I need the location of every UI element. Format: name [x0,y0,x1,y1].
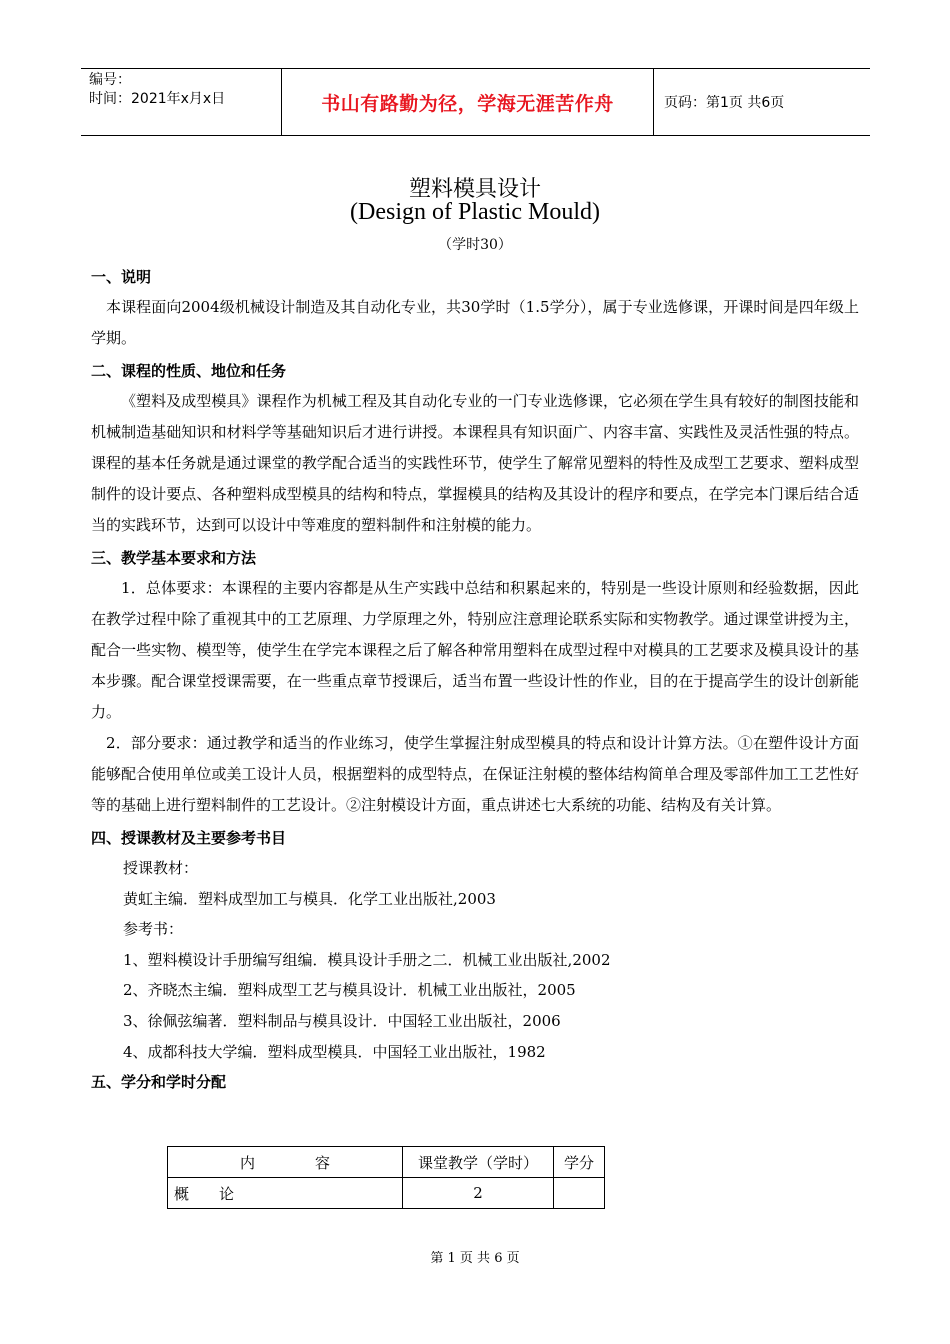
title-hours: （学时30） [438,237,512,253]
header-page-info: 页码：第1页 共6页 [664,95,785,111]
credit-hours-table [167,1146,605,1209]
table-header-credits: 学分 [554,1147,605,1178]
reference-entry: 2、齐晓杰主编．塑料成型工艺与模具设计．机械工业出版社，2005 [123,981,576,1000]
page-footer: 第 1 页 共 6 页 [430,1251,520,1266]
reference-label: 参考书： [123,920,184,939]
section-heading-4: 四、授课教材及主要参考书目 [91,829,287,847]
section-3-paragraph-2: 2．部分要求：通过教学和适当的作业练习，使学生掌握注射成型模具的特点和设计计算方法。①在塑件设计方面能够配合使用单位或美工设计人员，根据塑料的成型特点，在保证注射模的整体结构简单合理及零部件加工工艺性好等的基础上进行塑料制件的工艺设计。②注射模设计方面，重点讲述七大系统的功能、结构及有关计算。 [91,734,859,814]
header-time: 时间：2021年x月x日 [89,91,226,107]
textbook-label: 授课教材： [123,859,199,877]
reference-entry: 4、成都科技大学编．塑料成型模具．中国轻工业出版社，1982 [123,1042,546,1061]
section-heading-2: 二、课程的性质、地位和任务 [91,362,287,380]
section-heading-5: 五、学分和学时分配 [91,1073,227,1092]
textbook-entry: 黄虹主编．塑料成型加工与模具．化学工业出版社,2003 [123,889,496,908]
document-body [91,262,859,1097]
table-cell-content: 概 论 [168,1178,403,1209]
document-header [81,68,870,136]
table-row [168,1178,605,1209]
table-header-row [168,1147,605,1178]
table-cell-hours: 2 [403,1178,554,1209]
title-english: (Design of Plastic Mould) [350,199,600,225]
header-meta [89,71,225,109]
reference-entry: 1、塑料模设计手册编写组编．模具设计手册之二．机械工业出版社,2002 [123,950,611,969]
header-number: 编号： [89,72,131,88]
header-motto-cell [281,69,654,135]
section-heading-3: 三、教学基本要求和方法 [91,549,257,567]
reference-entry: 3、徐佩弦编著．塑料制品与模具设计．中国轻工业出版社，2006 [123,1011,561,1030]
table-header-content: 内 容 [168,1147,403,1178]
section-3-paragraph-1: 1．总体要求：本课程的主要内容都是从生产实践中总结和积累起来的，特别是一些设计原则和经验数据，因此在教学过程中除了重视其中的工艺原理、力学原理之外，特别应注意理论联系实际和实物教学。通过课堂讲授为主，配合一些实物、模型等，使学生在学完本课程之后了解各种常用塑料在成型过程中对模具的工艺要求及模具设计的基本步骤。配合课堂授课需要，在一些重点章节授课后，适当布置一些设计性的作业，目的在于提高学生的设计创新能力。 [91,579,859,721]
section-heading-1: 一、说明 [91,268,152,286]
table-cell-credits [554,1178,605,1209]
title-chinese: 塑料模具设计 [408,177,541,202]
section-1-paragraph: 本课程面向2004级机械设计制造及其自动化专业，共30学时（1.5学分），属于专业选修课，开课时间是四年级上学期。 [91,298,859,347]
header-motto: 书山有路勤为径，学海无涯苦作舟 [321,92,614,115]
table-header-hours: 课堂教学（学时） [403,1147,554,1178]
section-2-paragraph: 《塑料及成型模具》课程作为机械工程及其自动化专业的一门专业选修课，它必须在学生具有较好的制图技能和机械制造基础知识和材料学等基础知识后才进行讲授。本课程具有知识面广、内容丰富、实践性及灵活性强的特点。课程的基本任务就是通过课堂的教学配合适当的实践性环节，使学生了解常见塑料的特性及成型工艺要求、塑料成型制件的设计要点、各种塑料成型模具的结构和特点，掌握模具的结构及其设计的程序和要点，在学完本门课后结合适当的实践环节，达到可以设计中等难度的塑料制件和注射模的能力。 [91,392,859,534]
